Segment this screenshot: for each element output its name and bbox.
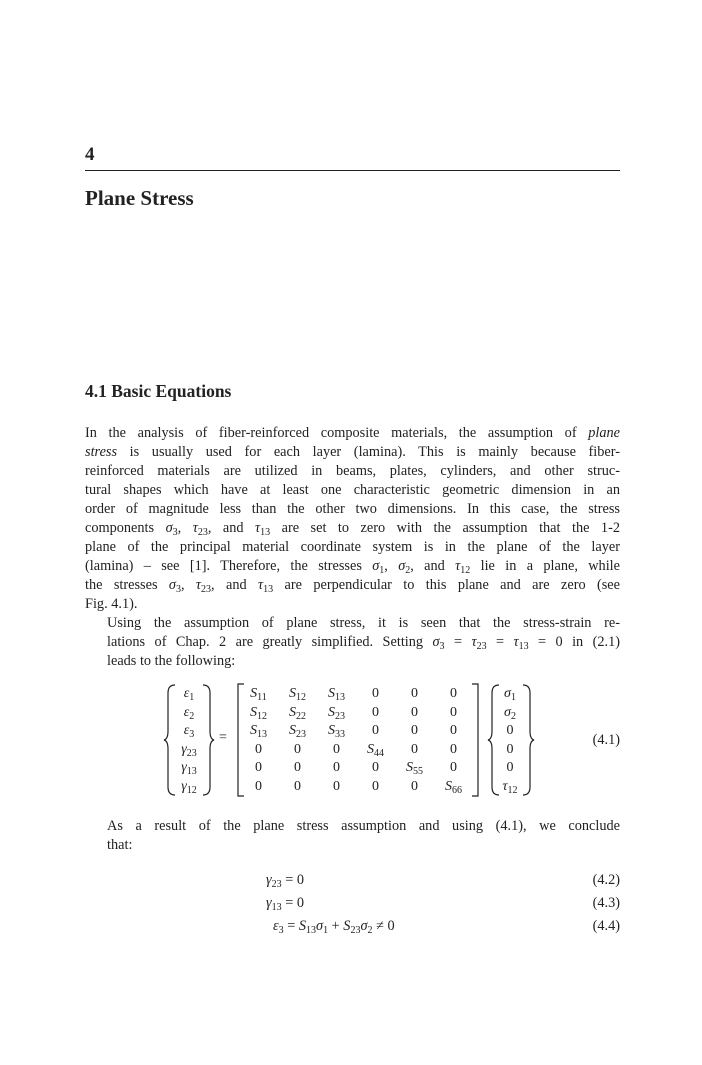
text-line: In the analysis of fiber-reinforced composite materials, the assumption of plane — [85, 425, 620, 441]
matrix-entry: 0 — [372, 723, 379, 738]
strain-vector — [175, 685, 203, 796]
matrix-entry: 0 — [450, 741, 457, 757]
matrix-entry: 0 — [411, 704, 418, 720]
equation-expression: $\varepsilon_3 = S_{13}\sigma_1 + S_{23}\sigma_2 \ne 0$ — [273, 918, 395, 936]
chapter-number: 4 — [85, 144, 95, 165]
matrix-entry: 0 — [333, 741, 340, 757]
text-line: lations of Chap. 2 are greatly simplified. Setting $\sigma_3 = \tau_{23} = \tau_{13} = 0$ in (2.1) — [107, 634, 621, 652]
matrix-entry: $S_{66}$ — [445, 778, 462, 796]
equation-expression: $\gamma_{23} = 0$ — [266, 872, 305, 890]
rhs-entry: 0 — [506, 760, 514, 775]
text-line: that: — [107, 837, 133, 853]
equation-4-1 — [85, 683, 620, 801]
rhs-entry: 0 — [506, 723, 514, 738]
matrix-entry: 0 — [333, 760, 340, 775]
matrix-entry: 0 — [450, 760, 457, 775]
paragraph-2 — [85, 614, 620, 671]
matrix-entry: 0 — [333, 778, 340, 794]
rhs-brace-right — [521, 683, 535, 797]
matrix-entry: $S_{12}$ — [289, 686, 306, 703]
text-line: (lamina) – see [1]. Therefore, the stresses $\sigma_1$, $\sigma_2$, and $\tau_{12}$ lie in a plane, while — [85, 558, 620, 576]
text-line: stress is usually used for each layer (lamina). This is mainly because fiber- — [85, 444, 620, 460]
matrix-entry: 0 — [372, 778, 379, 794]
chapter-title: Plane Stress — [85, 186, 194, 210]
equation-expression: $\gamma_{13} = 0$ — [266, 895, 305, 913]
matrix-entry: 0 — [255, 778, 262, 794]
lhs-brace-right — [201, 683, 215, 797]
rhs-entry: 0 — [506, 741, 514, 757]
matrix-entry: $S_{55}$ — [406, 760, 423, 777]
rhs-entry: $\sigma_2$ — [504, 704, 516, 722]
lhs-entry: $\varepsilon_2$ — [183, 704, 195, 722]
matrix-entry: 0 — [411, 686, 418, 701]
matrix-entry: $S_{23}$ — [289, 723, 306, 740]
lhs-entry: $\gamma_{12}$ — [181, 778, 197, 796]
matrix-entry: 0 — [255, 760, 262, 775]
compliance-matrix — [239, 685, 473, 796]
equation-number: (4.2) — [592, 872, 620, 888]
text-line: tural shapes which have at least one characteristic geometric dimension in an — [85, 482, 620, 498]
rhs-entry: $\sigma_1$ — [504, 686, 516, 703]
matrix-entry: $S_{23}$ — [328, 704, 345, 722]
lhs-entry: $\varepsilon_3$ — [183, 723, 195, 740]
matrix-entry: $S_{11}$ — [250, 686, 267, 703]
matrix-entry: 0 — [411, 741, 418, 757]
matrix-entry: 0 — [294, 741, 301, 757]
matrix-entry: 0 — [450, 686, 457, 701]
text-line: order of magnitude less than the other two dimensions. In this case, the stress — [85, 501, 620, 517]
matrix-entry: $S_{22}$ — [289, 704, 306, 722]
text-line: components $\sigma_3$, $\tau_{23}$, and $\tau_{13}$ are set to zero with the assumption that the 1-2 — [85, 520, 620, 538]
matrix-entry: $S_{12}$ — [250, 704, 267, 722]
stress-vector — [497, 685, 523, 796]
paragraph-1 — [85, 424, 620, 614]
matrix-entry: $S_{44}$ — [367, 741, 384, 759]
rhs-entry: $\tau_{12}$ — [502, 778, 518, 796]
matrix-entry: 0 — [372, 704, 379, 720]
equation-row — [85, 872, 620, 892]
equation-number: (4.4) — [592, 918, 620, 934]
matrix-entry: 0 — [411, 778, 418, 794]
section-title: 4.1 Basic Equations — [85, 381, 232, 401]
matrix-entry: 0 — [450, 723, 457, 738]
equation-number: (4.3) — [592, 895, 620, 911]
text-line: Using the assumption of plane stress, it is seen that the stress-strain re- — [107, 615, 620, 631]
text-line: Fig. 4.1). — [85, 596, 138, 612]
text-line: the stresses $\sigma_3$, $\tau_{23}$, and $\tau_{13}$ are perpendicular to this plane and are zero (see — [85, 577, 620, 595]
matrix-entry: $S_{33}$ — [328, 723, 345, 740]
equation-row — [85, 918, 620, 938]
lhs-entry: $\gamma_{13}$ — [181, 760, 197, 777]
lhs-entry: $\gamma_{23}$ — [181, 741, 197, 759]
chapter-rule — [85, 170, 620, 171]
lhs-entry: $\varepsilon_1$ — [183, 686, 195, 703]
paragraph-3 — [85, 817, 620, 855]
equation-number: (4.1) — [592, 732, 620, 748]
matrix-entry: 0 — [411, 723, 418, 738]
matrix-bracket-right — [471, 683, 479, 797]
matrix-entry: 0 — [372, 760, 379, 775]
matrix-entry: 0 — [294, 778, 301, 794]
text-line: leads to the following: — [107, 653, 236, 669]
text-line: As a result of the plane stress assumption and using (4.1), we conclude — [107, 818, 620, 834]
text-line: plane of the principal material coordinate system is in the plane of the layer — [85, 539, 620, 555]
matrix-entry: 0 — [372, 686, 379, 701]
equation-row — [85, 895, 620, 915]
matrix-entry: 0 — [294, 760, 301, 775]
matrix-entry: $S_{13}$ — [328, 686, 345, 703]
matrix-entry: 0 — [450, 704, 457, 720]
matrix-entry: 0 — [255, 741, 262, 757]
equals-sign: = — [219, 730, 227, 745]
matrix-entry: $S_{13}$ — [250, 723, 267, 740]
text-line: reinforced materials are utilized in beams, plates, cylinders, and other struc- — [85, 463, 620, 479]
